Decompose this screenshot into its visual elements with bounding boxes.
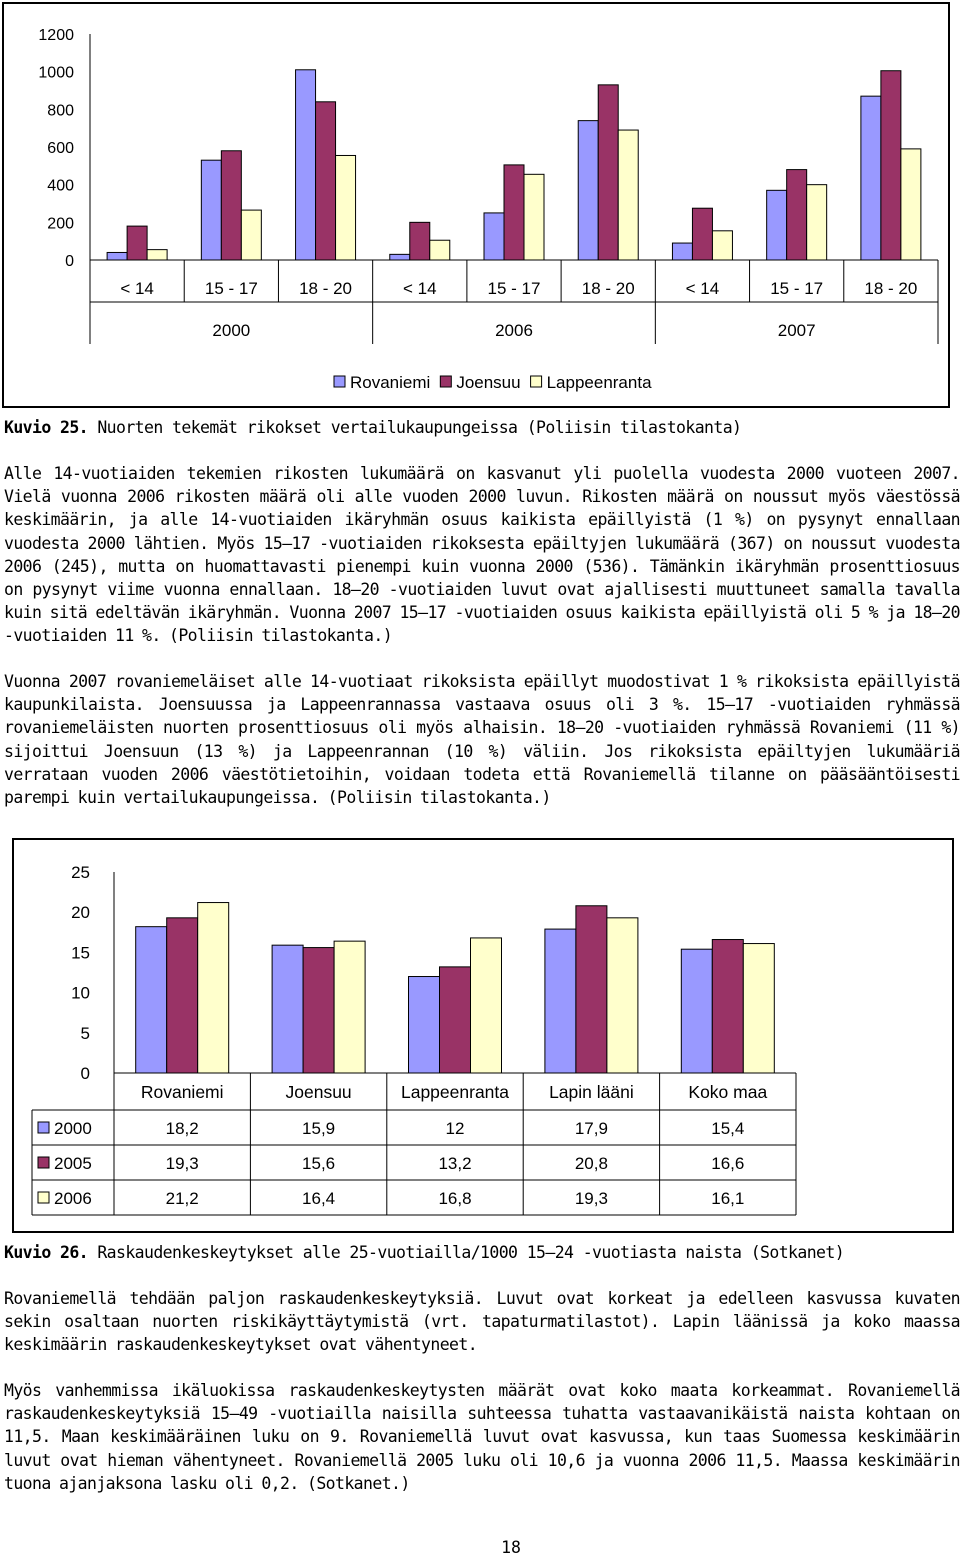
bar-lappeenranta: [241, 210, 261, 260]
category-label: Lappeenranta: [400, 1082, 510, 1102]
category-label: < 14: [685, 279, 720, 298]
legend-swatch-rovaniemi: [334, 376, 345, 387]
bar-rovaniemi: [672, 243, 692, 260]
y-tick-label: 400: [47, 177, 74, 195]
bar-2005: [712, 940, 743, 1073]
data-cell-2006: 16,8: [438, 1189, 472, 1208]
data-cell-2006: 16,1: [711, 1189, 745, 1208]
bar-2005: [167, 918, 198, 1073]
bar-rovaniemi: [390, 254, 410, 260]
abortion-chart: [12, 838, 954, 1233]
bar-2005: [440, 967, 471, 1073]
legend-label-2006: 2006: [54, 1189, 92, 1208]
bar-lappeenranta: [147, 250, 167, 260]
y-tick-label: 1200: [38, 27, 74, 44]
data-cell-2000: 15,9: [302, 1119, 336, 1138]
group-label: 2000: [212, 321, 251, 340]
bar-lappeenranta: [430, 240, 450, 260]
data-cell-2005: 13,2: [438, 1154, 472, 1173]
category-label: 15 - 17: [487, 279, 541, 298]
bar-rovaniemi: [767, 190, 787, 260]
figure-25-caption: [4, 416, 741, 439]
legend-label-lappeenranta: Lappeenranta: [546, 373, 652, 392]
legend-label-joensuu: Joensuu: [456, 373, 521, 392]
y-tick-label: 20: [71, 903, 90, 923]
figure-26-title: Raskaudenkeskeytykset alle 25-vuotiailla/1000 15—24 -vuotiasta naista (Sotkanet): [88, 1243, 845, 1262]
y-tick-label: 600: [47, 140, 74, 157]
bar-lappeenranta: [336, 155, 356, 260]
category-label: 15 - 17: [204, 279, 258, 298]
figure-26-label: Kuvio 26.: [4, 1243, 89, 1262]
y-tick-label: 15: [71, 943, 90, 963]
bar-rovaniemi: [578, 121, 598, 260]
bar-2005: [576, 906, 607, 1073]
y-tick-label: 0: [80, 1064, 90, 1083]
category-label: 18 - 20: [864, 279, 918, 298]
y-tick-label: 10: [71, 983, 90, 1003]
y-tick-label: 1000: [38, 64, 74, 82]
paragraph-2: Vuonna 2007 rovaniemeläiset alle 14-vuotiaat rikoksista epäillyt muodostivat 1 % rikoksista epäillyistä kaupunkilaista. Joensuussa ja Lappeenrannassa vastaava osuus oli 3 %. 15—17 -vuotiaiden ryhmässä rovaniemeläisten nuorten prosenttiosuus oli myös alhaisin. 18—20 -vuotiaiden ryhmässä Rovaniemi (11 %) sijoittui Joensuun (13 %) ja Lappeenrannan (10 %) väliin. Jos rikoksista epäiltyjen lukumääriä verrataan vuoden 2006 väestötietoihin, voidaan todeta että Rovaniemellä tilanne on pääsääntöisesti parempi kuin vertailukaupungeissa. (Poliisin tilastokanta.): [4, 672, 960, 808]
bar-joensuu: [787, 170, 807, 260]
bar-2000: [681, 949, 712, 1073]
bar-2000: [272, 945, 303, 1073]
category-label: Koko maa: [688, 1082, 768, 1102]
y-tick-label: 25: [71, 863, 90, 882]
category-label: Joensuu: [285, 1082, 352, 1102]
bar-2000: [136, 927, 167, 1073]
bar-rovaniemi: [296, 70, 316, 260]
data-cell-2000: 17,9: [574, 1119, 608, 1138]
category-label: < 14: [120, 279, 154, 298]
category-label: < 14: [402, 279, 437, 298]
y-tick-label: 200: [47, 215, 74, 233]
bar-lappeenranta: [712, 231, 732, 260]
bar-joensuu: [881, 71, 901, 260]
bar-lappeenranta: [901, 149, 921, 260]
legend-swatch-2006: [38, 1192, 49, 1203]
bar-joensuu: [504, 165, 524, 260]
figure-25-label: Kuvio 25.: [4, 418, 89, 437]
paragraph-4: Myös vanhemmissa ikäluokissa raskaudenkeskeytysten määrät ovat koko maata korkeammat. Rovaniemellä raskaudenkeskeytyksiä 15—49 -vuotiailla naisilla suhteessa tuhatta vastaavanikäistä naista kohtaan on 11,5. Maan keskimääräinen luku on 9. Rovaniemellä luvut ovat kasvussa, kun taas Suomessa keskimäärin luvut ovat hieman vähentyneet. Rovaniemellä 2005 luku oli 10,6 ja vuonna 2006 11,5. Maassa keskimäärin tuona ajanjaksona lasku oli 0,2. (Sotkanet.): [4, 1381, 960, 1493]
paragraph-1: Alle 14-vuotiaiden tekemien rikosten lukumäärä on kasvanut yli puolella vuodesta 2000 vuoteen 2007. Vielä vuonna 2006 rikosten määrä oli alle vuoden 2000 luvun. Rikosten määrä on noussut myös väestössä keskimäärin, ja alle 14-vuotiaiden ikäryhmän osuus kaikista epäillyistä (1 %) on pysynyt ennallaan vuodesta 2000 lähtien. Myös 15—17 -vuotiaiden rikoksesta epäiltyjen lukumäärä (367) on noussut vuodesta 2006 (245), mutta on huomattavasti pienempi kuin vuonna 2000 (536). Tämänkin ikäryhmän prosenttiosuus on pysynyt viime vuonna ennallaan. 18—20 -vuotiaiden luvut ovat ajallisesti muuttuneet samalla tavalla kuin sitä edeltävän ikäryhmän. Vuonna 2007 15—17 -vuotiaiden osuus kaikista epäillyistä oli 5 % ja 18—20 -vuotiaiden 11 %. (Poliisin tilastokanta.): [4, 464, 960, 646]
bar-rovaniemi: [201, 160, 221, 260]
bar-2006: [471, 938, 502, 1073]
category-label: Rovaniemi: [140, 1082, 224, 1102]
data-cell-2006: 21,2: [165, 1189, 199, 1208]
data-cell-2005: 19,3: [165, 1154, 199, 1173]
bar-2000: [409, 977, 440, 1073]
data-cell-2000: 15,4: [711, 1119, 745, 1138]
data-cell-2005: 16,6: [711, 1154, 745, 1173]
group-label: 2006: [495, 321, 533, 340]
crime-chart: [2, 2, 950, 408]
page-number: 18: [501, 1538, 521, 1557]
bar-lappeenranta: [618, 130, 638, 260]
legend-label-2000: 2000: [54, 1119, 92, 1138]
data-cell-2005: 15,6: [302, 1154, 336, 1173]
abortion-chart-svg: [14, 840, 952, 1231]
bar-joensuu: [316, 102, 336, 260]
y-tick-label: 800: [47, 102, 74, 120]
y-tick-label: 5: [80, 1023, 90, 1043]
legend-label-2005: 2005: [54, 1154, 92, 1173]
crime-chart-svg: [4, 4, 948, 406]
bar-2006: [743, 944, 774, 1073]
bar-2006: [198, 903, 229, 1073]
legend-swatch-lappeenranta: [531, 376, 542, 387]
category-label: 18 - 20: [299, 279, 353, 298]
legend-swatch-2005: [38, 1157, 49, 1168]
y-tick-label: 0: [65, 253, 74, 270]
paragraph-3: Rovaniemellä tehdään paljon raskaudenkeskeytyksiä. Luvut ovat korkeat ja edelleen kasvussa kuvaten sekin osaltaan nuorten riskikäyttäytymistä (vrt. tapaturmatilastot). Lapin läänissä ja koko maassa keskimäärin raskaudenkeskeytykset ovat vähentyneet.: [4, 1289, 960, 1355]
bar-lappeenranta: [524, 174, 544, 260]
data-cell-2006: 16,4: [302, 1189, 336, 1208]
category-label: 18 - 20: [581, 279, 635, 298]
data-cell-2005: 20,8: [574, 1154, 608, 1173]
bar-joensuu: [221, 151, 241, 260]
legend-label-rovaniemi: Rovaniemi: [350, 373, 431, 392]
bar-rovaniemi: [861, 96, 881, 260]
category-label: 15 - 17: [770, 279, 824, 298]
bar-lappeenranta: [807, 185, 827, 260]
bar-joensuu: [598, 85, 618, 260]
legend-swatch-2000: [38, 1122, 49, 1133]
bar-2000: [545, 929, 576, 1073]
bar-2005: [303, 948, 334, 1073]
group-label: 2007: [777, 321, 816, 340]
data-cell-2000: 12: [445, 1119, 465, 1138]
data-cell-2000: 18,2: [165, 1119, 199, 1138]
bar-rovaniemi: [107, 252, 127, 260]
data-cell-2006: 19,3: [574, 1189, 608, 1208]
bar-joensuu: [692, 208, 712, 260]
figure-26-caption: [4, 1241, 844, 1264]
figure-25-title: Nuorten tekemät rikokset vertailukaupungeissa (Poliisin tilastokanta): [88, 418, 742, 437]
bar-2006: [334, 941, 365, 1073]
category-label: Lapin lääni: [549, 1082, 634, 1102]
bar-joensuu: [410, 222, 430, 260]
bar-2006: [607, 918, 638, 1073]
legend-swatch-joensuu: [440, 376, 451, 387]
bar-rovaniemi: [484, 213, 504, 260]
bar-joensuu: [127, 226, 147, 260]
